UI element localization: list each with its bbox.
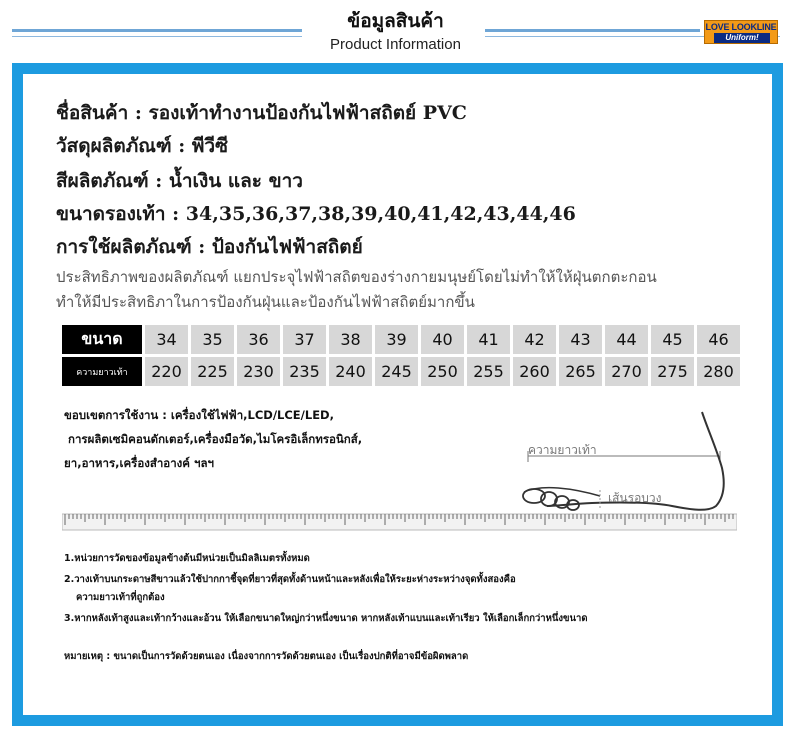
info-frame (12, 63, 783, 726)
size-cell: 38 (329, 325, 372, 354)
length-cell: 220 (145, 357, 188, 386)
note-3: 3.หากหลังเท้าสูงและเท้ากว้างและอ้วน ให้เลือกขนาดใหญ่กว่าหนึ่งขนาด หากหลังเท้าแบนและเท้าเรียว ให้เลือกเล็กกว่าหนึ่งขนาด (64, 613, 588, 624)
size-cell: 39 (375, 325, 418, 354)
size-cell: 45 (651, 325, 694, 354)
ruler-body (62, 514, 737, 530)
note-remark: หมายเหตุ : ขนาดเป็นการวัดด้วยตนเอง เนื่องจากการวัดด้วยตนเอง เป็นเรื่องปกติที่อาจมีข้อผิดพลาด (64, 651, 469, 662)
length-cell: 270 (605, 357, 648, 386)
size-cell: 46 (697, 325, 740, 354)
note-1: 1.หน่วยการวัดของข้อมูลข้างต้นมีหน่วยเป็นมิลลิเมตรทั้งหมด (64, 553, 310, 564)
size-cell: 36 (237, 325, 280, 354)
application-line-3: ยา,อาหาร,เครื่องสำอางค์ ฯลฯ (64, 456, 214, 470)
length-cell: 260 (513, 357, 556, 386)
product-material: วัสดุผลิตภัณฑ์ : พีวีซี (56, 135, 228, 157)
length-cell: 245 (375, 357, 418, 386)
size-cell: 44 (605, 325, 648, 354)
brand-logo-bottom: Uniform! (714, 33, 770, 43)
size-cell: 40 (421, 325, 464, 354)
product-color: สีผลิตภัณฑ์ : น้ำเงิน และ ขาว (56, 170, 303, 192)
toe-base (524, 488, 600, 496)
length-row (62, 357, 740, 386)
size-cell: 35 (191, 325, 234, 354)
product-sizes: ขนาดรองเท้า : 34,35,36,37,38,39,40,41,42,43,44,46 (56, 203, 576, 225)
page-subtitle: Product Information (330, 36, 461, 53)
length-cell: 235 (283, 357, 326, 386)
size-chart-table (59, 322, 743, 389)
note-2: 2.วางเท้าบนกระดาษสีขาวแล้วใช้ปากกาชี้จุดที่ยาวที่สุดทั้งด้านหน้าและหลังเพื่อให้ระยะห่างระหว่างจุดทั้งสองคือ (64, 574, 516, 585)
length-cell: 225 (191, 357, 234, 386)
product-usage: การใช้ผลิตภัณฑ์ : ป้องกันไฟฟ้าสถิตย์ (56, 236, 363, 258)
foot-girth-label: เส้นรอบวง (608, 491, 662, 505)
ruler-graphic (62, 512, 737, 534)
size-cell: 41 (467, 325, 510, 354)
length-cell: 230 (237, 357, 280, 386)
size-cell: 37 (283, 325, 326, 354)
length-cell: 275 (651, 357, 694, 386)
size-row-header: ขนาด (62, 325, 142, 354)
length-cell: 280 (697, 357, 740, 386)
description-line-2: ทำให้มีประสิทธิภาในการป้องกันฝุ่นและป้องกันไฟฟ้าสถิตย์มากขึ้น (56, 293, 475, 311)
page-title: ข้อมูลสินค้า (347, 10, 444, 32)
length-row-header: ความยาวเท้า (62, 357, 142, 386)
length-cell: 265 (559, 357, 602, 386)
length-cell: 255 (467, 357, 510, 386)
note-2-continued: ความยาวเท้าที่ถูกต้อง (76, 592, 165, 603)
product-name: ชื่อสินค้า : รองเท้าทำงานป้องกันไฟฟ้าสถิตย์ PVC (56, 102, 467, 124)
size-cell: 34 (145, 325, 188, 354)
application-line-1: ขอบเขตการใช้งาน : เครื่องใช้ไฟฟ้า,LCD/LCE/LED, (64, 408, 334, 422)
length-cell: 240 (329, 357, 372, 386)
size-cell: 42 (513, 325, 556, 354)
brand-logo-top: LOVE LOOKLINE (705, 22, 777, 32)
application-line-2: การผลิตเซมิคอนดักเตอร์,เครื่องมือวัด,ไมโครอิเล็กทรอนิกส์, (68, 432, 363, 446)
foot-length-label: ความยาวเท้า (528, 443, 597, 457)
size-row (62, 325, 740, 354)
length-cell: 250 (421, 357, 464, 386)
description-line-1: ประสิทธิภาพของผลิตภัณฑ์ แยกประจุไฟฟ้าสถิตของร่างกายมนุษย์โดยไม่ทำให้ให้ฝุ่นตกตะกอน (56, 268, 657, 286)
size-cell: 43 (559, 325, 602, 354)
brand-logo (704, 20, 778, 44)
